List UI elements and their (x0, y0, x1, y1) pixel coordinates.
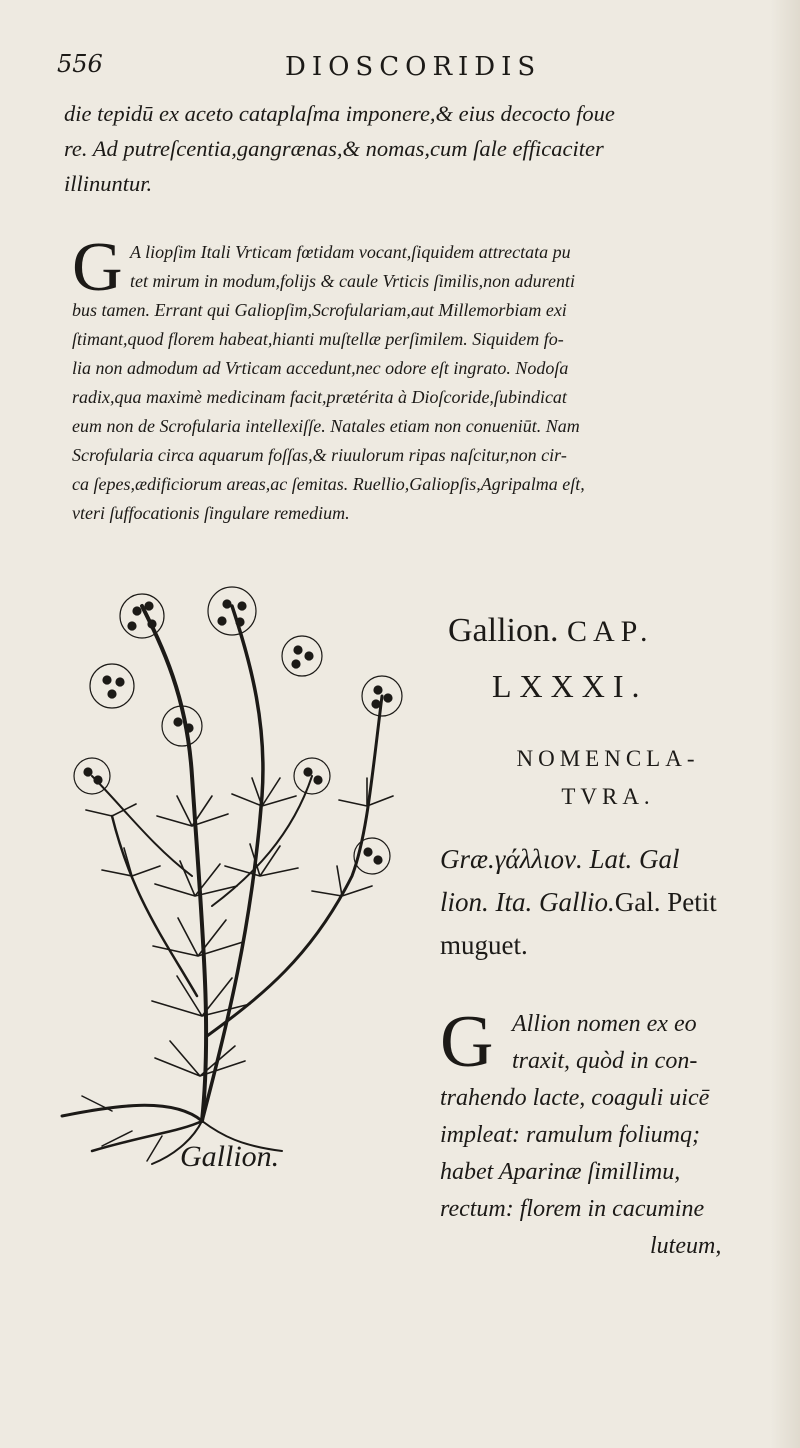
text-line: trahendo lacte, coaguli uicē (440, 1085, 710, 1111)
text-line: habet Aparinæ ſimillimu, (440, 1159, 681, 1185)
text-line: lia non admodum ad Vrticam accedunt,nec odore eſt ingrato. Nodoſa (72, 358, 569, 378)
text-line: vteri ſuffocationis ſingulare remedium. (72, 503, 350, 523)
dropcap-galiopsis: G (72, 229, 123, 306)
text-line: re. Ad putreſcentia,gangrænas,& nomas,cum ſale efficaciter (64, 136, 604, 161)
nomenclatura-line: NOMENCLA- (516, 746, 700, 771)
text-line: muguet. (440, 930, 528, 960)
nomenclatura-heading (480, 740, 736, 816)
continued-text (64, 96, 764, 201)
text-line: die tepidū ex aceto cataplaſma imponere,& eius decocto foue (64, 101, 615, 126)
running-head: DIOSCORIDIS (285, 52, 542, 82)
chapter-number: LXXXI. (492, 668, 648, 704)
dropcap-gallion: G (440, 1001, 494, 1083)
text-line: Gal. Petit (614, 887, 717, 917)
chapter-plant-name: Gallion. (448, 612, 559, 649)
gallion-plant-woodcut (52, 576, 407, 1166)
chapter-title (448, 612, 654, 650)
chapter-cap-label: CAP. (566, 615, 654, 648)
text-line: Allion nomen ex eo (512, 1011, 697, 1037)
text-line: Scrofularia circa aquarum foſſas,& riuulorum ripas naſcitur,non cir- (72, 445, 567, 465)
gallion-paragraph (440, 1001, 780, 1265)
text-line: radix,qua maximè medicinam facit,prætérita à Dioſcoride,ſubindicat (72, 387, 567, 407)
text-line: lion. Ita. Gallio. (440, 887, 615, 917)
text-line: ſtimant,quod florem habeat,hianti muſtellæ perſimilem. Siquidem fo- (72, 329, 564, 349)
text-line: luteum, (650, 1233, 722, 1259)
text-line: ca ſepes,ædificiorum areas,ac ſemitas. Ruellio,Galiopſis,Agripalma eſt, (72, 474, 585, 494)
galiopsis-paragraph (72, 229, 778, 528)
nomenclatura-line: TVRA. (561, 784, 655, 809)
page-number: 556 (57, 50, 103, 78)
text-line: Græ.γάλλιον. Lat. Gal (440, 844, 680, 874)
text-line: tet mirum in modum,folijs & caule Vrticis ſimilis,non adurenti (130, 271, 575, 291)
text-line: rectum: florem in cacumine (440, 1196, 705, 1222)
illustration-caption: Gallion. (180, 1140, 280, 1173)
text-line: bus tamen. Errant qui Galiopſim,Scrofulariam,aut Millemorbiam exi (72, 300, 567, 320)
text-line: illinuntur. (64, 171, 153, 196)
text-line: traxit, quòd in con- (512, 1048, 698, 1074)
nomenclature-names (440, 838, 770, 967)
text-line: eum non de Scrofularia intellexiſſe. Natales etiam non conueniūt. Nam (72, 416, 580, 436)
text-line: impleat: ramulum foliumq; (440, 1122, 700, 1148)
text-line: A liopſim Itali Vrticam fœtidam vocant,ſiquidem attrectata pu (130, 242, 571, 262)
